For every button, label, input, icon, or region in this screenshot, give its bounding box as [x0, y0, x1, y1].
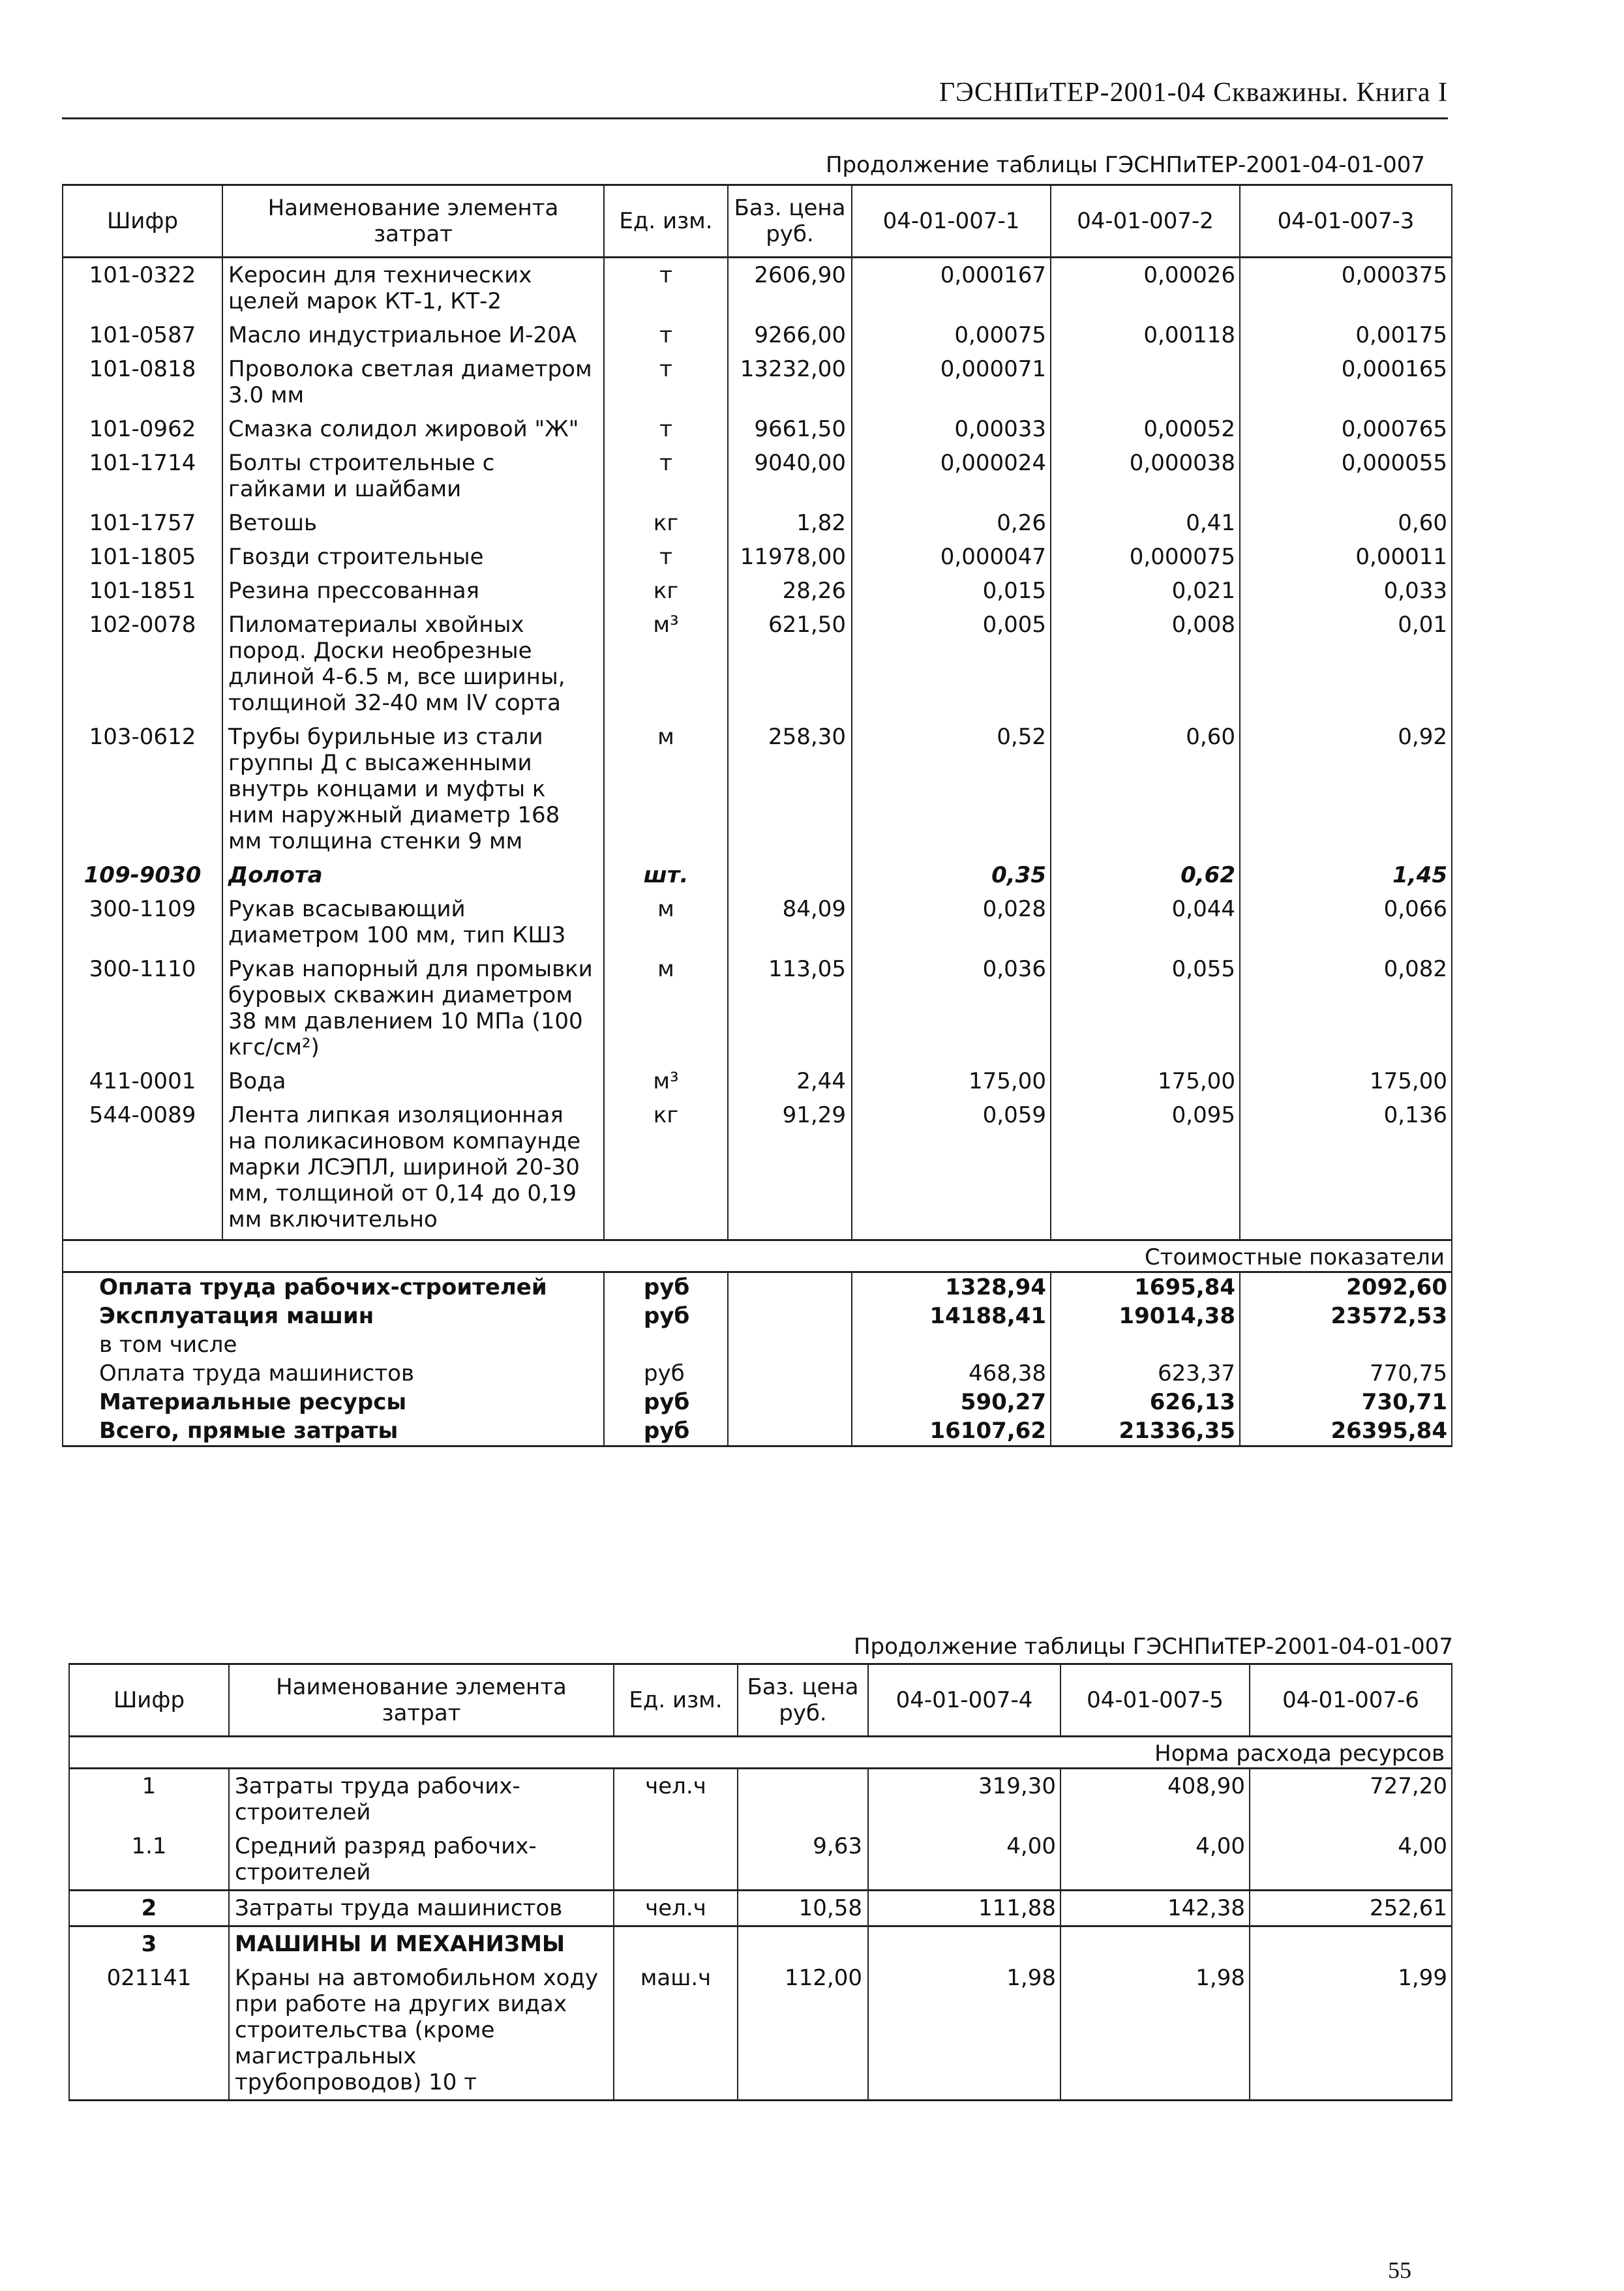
table-row — [63, 608, 1452, 720]
cell-value: 0,00026 — [1051, 258, 1240, 319]
cell-value: 175,00 — [852, 1064, 1051, 1098]
cell-code: 101-1714 — [63, 446, 222, 506]
cell-unit: шт. — [604, 858, 728, 892]
cell-value: 0,00033 — [852, 412, 1051, 446]
table-row — [63, 1064, 1452, 1098]
cell-name: Болты строительные с гайками и шайбами — [222, 446, 604, 506]
cell-unit: м — [604, 720, 728, 858]
cell-value: 0,000167 — [852, 258, 1051, 319]
cell-value — [1051, 352, 1240, 412]
cell-price: 113,05 — [728, 952, 852, 1064]
finance-label: Материальные ресурсы — [63, 1388, 604, 1416]
finance-value: 2092,60 — [1240, 1272, 1452, 1302]
cell-value — [1250, 1926, 1452, 1962]
finance-empty — [728, 1416, 852, 1446]
finance-label: Оплата труда машинистов — [63, 1359, 604, 1388]
cell-name: Затраты труда машинистов — [229, 1891, 614, 1926]
cell-value: 0,036 — [852, 952, 1051, 1064]
col-header-norm: 04-01-007-5 — [1060, 1664, 1250, 1737]
cell-unit: чел.ч — [614, 1769, 738, 1830]
cell-name: Средний разряд рабочих-строителей — [229, 1829, 614, 1891]
table-row — [63, 446, 1452, 506]
col-header-unit: Ед. изм. — [604, 185, 728, 258]
cell-value: 0,000071 — [852, 352, 1051, 412]
finance-unit: руб — [604, 1388, 728, 1416]
cell-name: Затраты труда рабочих-строителей — [229, 1769, 614, 1830]
col-header-norm: 04-01-007-1 — [852, 185, 1051, 258]
cell-value: 0,000075 — [1051, 540, 1240, 574]
cell-value: 1,98 — [1060, 1961, 1250, 2101]
cell-unit: т — [604, 352, 728, 412]
cell-value: 0,044 — [1051, 892, 1240, 952]
finance-label: Всего, прямые затраты — [63, 1416, 604, 1446]
col-header-norm: 04-01-007-2 — [1051, 185, 1240, 258]
table-row — [69, 1769, 1452, 1830]
finance-empty — [728, 1272, 852, 1302]
finance-row — [63, 1272, 1452, 1302]
col-header-code: Шифр — [63, 185, 222, 258]
finance-value — [1051, 1330, 1240, 1359]
cell-price — [728, 858, 852, 892]
table-row — [69, 1829, 1452, 1891]
cell-code: 2 — [69, 1891, 229, 1926]
table1 — [62, 184, 1452, 1447]
cell-value: 4,00 — [868, 1829, 1060, 1891]
cell-name: Краны на автомобильном ходу при работе на других видах строительства (кроме магистральных трубопроводов) 10 т — [229, 1961, 614, 2101]
finance-value: 21336,35 — [1051, 1416, 1240, 1446]
cell-value: 0,60 — [1240, 506, 1452, 540]
cell-value: 0,52 — [852, 720, 1051, 858]
finance-value: 468,38 — [852, 1359, 1051, 1388]
cell-unit: т — [604, 446, 728, 506]
col-header-name: Наименование элемента затрат — [229, 1664, 614, 1737]
cell-unit: чел.ч — [614, 1891, 738, 1926]
cell-price: 11978,00 — [728, 540, 852, 574]
table2 — [68, 1663, 1452, 2101]
cell-value: 0,136 — [1240, 1098, 1452, 1240]
cell-value: 0,41 — [1051, 506, 1240, 540]
finance-unit: руб — [604, 1272, 728, 1302]
cell-value: 727,20 — [1250, 1769, 1452, 1830]
cell-unit: кг — [604, 506, 728, 540]
finance-label: Оплата труда рабочих-строителей — [63, 1272, 604, 1302]
cell-code: 1.1 — [69, 1829, 229, 1891]
cell-name: Рукав всасывающий диаметром 100 мм, тип КШ3 — [222, 892, 604, 952]
cell-unit: т — [604, 258, 728, 319]
col-header-norm: 04-01-007-6 — [1250, 1664, 1452, 1737]
table-row — [69, 1926, 1452, 1962]
cell-price — [738, 1926, 868, 1962]
table-row — [63, 258, 1452, 319]
cell-code: 101-1757 — [63, 506, 222, 540]
col-header-name: Наименование элемента затрат — [222, 185, 604, 258]
cell-value: 111,88 — [868, 1891, 1060, 1926]
cell-code: 300-1109 — [63, 892, 222, 952]
table-row — [63, 892, 1452, 952]
cell-unit: м — [604, 892, 728, 952]
table-row-highlight — [63, 858, 1452, 892]
table-row — [63, 540, 1452, 574]
cell-code: 102-0078 — [63, 608, 222, 720]
section-label: Стоимостные показатели — [63, 1240, 1452, 1272]
cell-value: 0,000165 — [1240, 352, 1452, 412]
cell-price: 2606,90 — [728, 258, 852, 319]
cell-value: 0,095 — [1051, 1098, 1240, 1240]
cell-value: 0,62 — [1051, 858, 1240, 892]
cell-value: 0,00011 — [1240, 540, 1452, 574]
cell-value: 0,000375 — [1240, 258, 1452, 319]
col-header-norm: 04-01-007-4 — [868, 1664, 1060, 1737]
cell-value: 408,90 — [1060, 1769, 1250, 1830]
finance-value: 770,75 — [1240, 1359, 1452, 1388]
cell-value: 0,00175 — [1240, 318, 1452, 352]
cell-unit: кг — [604, 574, 728, 608]
cell-value: 0,008 — [1051, 608, 1240, 720]
finance-value: 626,13 — [1051, 1388, 1240, 1416]
cell-value: 175,00 — [1051, 1064, 1240, 1098]
col-header-price: Баз. цена руб. — [728, 185, 852, 258]
cell-value: 0,92 — [1240, 720, 1452, 858]
col-header-norm: 04-01-007-3 — [1240, 185, 1452, 258]
header-title: ГЭСНПиТЕР-2001-04 Скважины. Книга I — [939, 78, 1448, 108]
cell-value: 0,60 — [1051, 720, 1240, 858]
cell-value: 0,082 — [1240, 952, 1452, 1064]
cell-price: 258,30 — [728, 720, 852, 858]
cell-code: 109-9030 — [63, 858, 222, 892]
table-row — [63, 574, 1452, 608]
cell-unit: м — [604, 952, 728, 1064]
cell-price: 1,82 — [728, 506, 852, 540]
finance-empty — [728, 1359, 852, 1388]
cell-value: 252,61 — [1250, 1891, 1452, 1926]
table2-continuation: Продолжение таблицы ГЭСНПиТЕР-2001-04-01-007 — [853, 1634, 1453, 1660]
cell-name: Ветошь — [222, 506, 604, 540]
table-row — [63, 1098, 1452, 1240]
finance-unit: руб — [604, 1302, 728, 1330]
cell-price: 9266,00 — [728, 318, 852, 352]
finance-empty — [728, 1388, 852, 1416]
finance-value: 26395,84 — [1240, 1416, 1452, 1446]
cell-value — [868, 1926, 1060, 1962]
cell-name: Вода — [222, 1064, 604, 1098]
table2-header-row — [69, 1664, 1452, 1737]
cell-value: 0,028 — [852, 892, 1051, 952]
finance-value — [1240, 1330, 1452, 1359]
cell-unit — [614, 1926, 738, 1962]
cell-value: 0,000765 — [1240, 412, 1452, 446]
cell-unit: т — [604, 412, 728, 446]
cell-name: Трубы бурильные из стали группы Д с высаженными внутрь концами и муфты к ним наружный диаметр 168 мм толщина стенки 9 мм — [222, 720, 604, 858]
cell-code: 544-0089 — [63, 1098, 222, 1240]
cell-value: 0,059 — [852, 1098, 1051, 1240]
cell-code: 411-0001 — [63, 1064, 222, 1098]
cell-price: 9,63 — [738, 1829, 868, 1891]
section-row — [69, 1737, 1452, 1769]
finance-row — [63, 1330, 1452, 1359]
cell-value: 0,000047 — [852, 540, 1051, 574]
cell-code: 300-1110 — [63, 952, 222, 1064]
cell-value: 0,000055 — [1240, 446, 1452, 506]
finance-value: 16107,62 — [852, 1416, 1051, 1446]
finance-value: 1695,84 — [1051, 1272, 1240, 1302]
cell-value — [1060, 1926, 1250, 1962]
cell-value: 0,000024 — [852, 446, 1051, 506]
cell-name: Резина прессованная — [222, 574, 604, 608]
cell-price: 112,00 — [738, 1961, 868, 2101]
section-label: Норма расхода ресурсов — [69, 1737, 1452, 1769]
table-row — [63, 952, 1452, 1064]
table-row — [63, 318, 1452, 352]
cell-code: 101-0818 — [63, 352, 222, 412]
cell-value: 0,055 — [1051, 952, 1240, 1064]
finance-label: в том числе — [63, 1330, 604, 1359]
table-row — [69, 1891, 1452, 1926]
cell-code: 101-1851 — [63, 574, 222, 608]
cell-value: 0,00118 — [1051, 318, 1240, 352]
finance-value: 730,71 — [1240, 1388, 1452, 1416]
table-row — [63, 506, 1452, 540]
cell-unit: м³ — [604, 608, 728, 720]
col-header-unit: Ед. изм. — [614, 1664, 738, 1737]
finance-empty — [728, 1330, 852, 1359]
cell-value: 0,26 — [852, 506, 1051, 540]
cell-code: 1 — [69, 1769, 229, 1830]
cell-name: Рукав напорный для промывки буровых скважин диаметром 38 мм давлением 10 МПа (100 кгс/см²) — [222, 952, 604, 1064]
cell-value: 0,005 — [852, 608, 1051, 720]
cell-value: 175,00 — [1240, 1064, 1452, 1098]
cell-value: 0,01 — [1240, 608, 1452, 720]
page-header — [62, 77, 1448, 119]
cell-code: 3 — [69, 1926, 229, 1962]
finance-row — [63, 1359, 1452, 1388]
cell-value: 0,015 — [852, 574, 1051, 608]
finance-value: 623,37 — [1051, 1359, 1240, 1388]
cell-value: 0,35 — [852, 858, 1051, 892]
cell-unit: м³ — [604, 1064, 728, 1098]
cell-value: 0,066 — [1240, 892, 1452, 952]
cell-code: 101-0322 — [63, 258, 222, 319]
cell-unit: т — [604, 540, 728, 574]
cell-code: 101-1805 — [63, 540, 222, 574]
cell-name: Долота — [222, 858, 604, 892]
finance-empty — [728, 1302, 852, 1330]
finance-value: 19014,38 — [1051, 1302, 1240, 1330]
cell-value: 0,021 — [1051, 574, 1240, 608]
cell-code: 021141 — [69, 1961, 229, 2101]
cell-value: 319,30 — [868, 1769, 1060, 1830]
cell-price — [738, 1769, 868, 1830]
cell-code: 103-0612 — [63, 720, 222, 858]
cell-value: 4,00 — [1060, 1829, 1250, 1891]
cell-value: 0,033 — [1240, 574, 1452, 608]
cell-name: МАШИНЫ И МЕХАНИЗМЫ — [229, 1926, 614, 1962]
cell-price: 91,29 — [728, 1098, 852, 1240]
table-row — [63, 412, 1452, 446]
table1-header-row — [63, 185, 1452, 258]
cell-name: Смазка солидол жировой "Ж" — [222, 412, 604, 446]
finance-unit — [604, 1330, 728, 1359]
table-row — [69, 1961, 1452, 2101]
cell-value: 1,45 — [1240, 858, 1452, 892]
finance-unit: руб — [604, 1416, 728, 1446]
cell-value: 0,00052 — [1051, 412, 1240, 446]
cell-price: 13232,00 — [728, 352, 852, 412]
finance-value — [852, 1330, 1051, 1359]
cell-name: Керосин для технических целей марок КТ-1, КТ-2 — [222, 258, 604, 319]
cell-value: 1,98 — [868, 1961, 1060, 2101]
cell-value: 4,00 — [1250, 1829, 1452, 1891]
finance-label: Эксплуатация машин — [63, 1302, 604, 1330]
cell-name: Масло индустриальное И-20А — [222, 318, 604, 352]
finance-row — [63, 1302, 1452, 1330]
table-row — [63, 352, 1452, 412]
cell-name: Проволока светлая диаметром 3.0 мм — [222, 352, 604, 412]
cell-price: 84,09 — [728, 892, 852, 952]
cell-value: 1,99 — [1250, 1961, 1452, 2101]
finance-row — [63, 1416, 1452, 1446]
cell-price: 10,58 — [738, 1891, 868, 1926]
finance-value: 14188,41 — [852, 1302, 1051, 1330]
cell-unit — [614, 1829, 738, 1891]
cell-unit: маш.ч — [614, 1961, 738, 2101]
table-row — [63, 720, 1452, 858]
cell-price: 28,26 — [728, 574, 852, 608]
finance-unit: руб — [604, 1359, 728, 1388]
section-row — [63, 1240, 1452, 1272]
cell-name: Пиломатериалы хвойных пород. Доски необрезные длиной 4-6.5 м, все ширины, толщиной 32-40 мм IV сорта — [222, 608, 604, 720]
cell-price: 9661,50 — [728, 412, 852, 446]
finance-value: 1328,94 — [852, 1272, 1051, 1302]
finance-row — [63, 1388, 1452, 1416]
cell-price: 621,50 — [728, 608, 852, 720]
cell-name: Гвозди строительные — [222, 540, 604, 574]
cell-price: 2,44 — [728, 1064, 852, 1098]
cell-value: 142,38 — [1060, 1891, 1250, 1926]
cell-unit: т — [604, 318, 728, 352]
col-header-price: Баз. цена руб. — [738, 1664, 868, 1737]
cell-code: 101-0962 — [63, 412, 222, 446]
cell-name: Лента липкая изоляционная на поликасиновом компаунде марки ЛСЭПЛ, шириной 20-30 мм, толщиной от 0,14 до 0,19 мм включительно — [222, 1098, 604, 1240]
cell-code: 101-0587 — [63, 318, 222, 352]
cell-price: 9040,00 — [728, 446, 852, 506]
cell-value: 0,00075 — [852, 318, 1051, 352]
col-header-code: Шифр — [69, 1664, 229, 1737]
finance-value: 23572,53 — [1240, 1302, 1452, 1330]
cell-value: 0,000038 — [1051, 446, 1240, 506]
table1-continuation: Продолжение таблицы ГЭСНПиТЕР-2001-04-01-007 — [825, 152, 1425, 178]
finance-value: 590,27 — [852, 1388, 1051, 1416]
page-number: 55 — [1388, 2257, 1411, 2283]
cell-unit: кг — [604, 1098, 728, 1240]
